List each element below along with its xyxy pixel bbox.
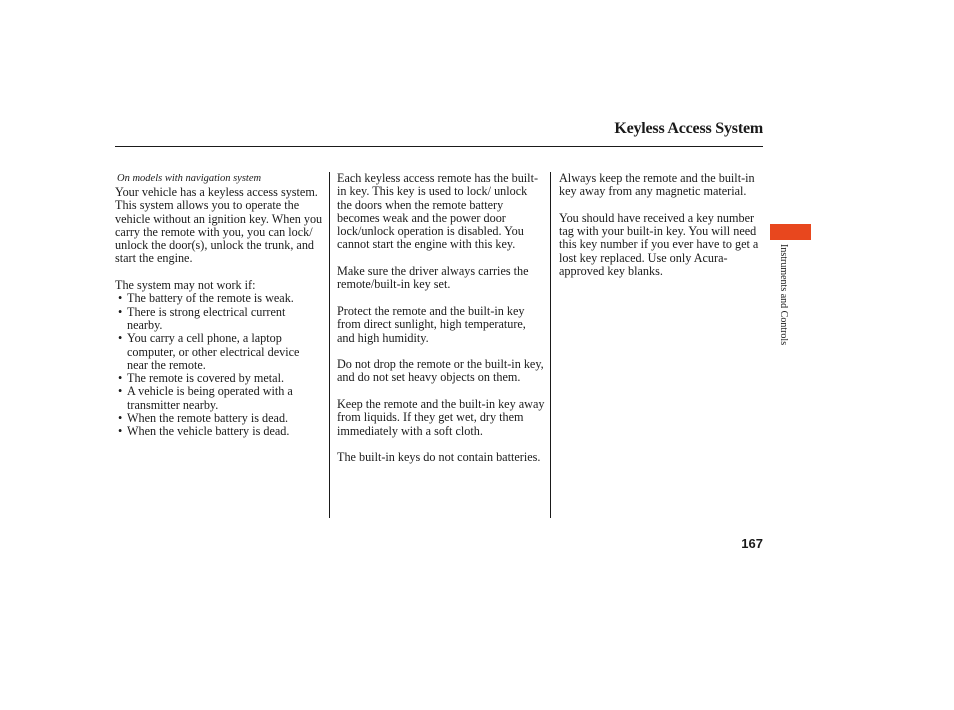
paragraph: Do not drop the remote or the built-in key, and do not set heavy objects on them.: [337, 357, 544, 385]
section-tab: [770, 224, 811, 240]
list-item: • A vehicle is being operated with a transmitter nearby.: [115, 385, 323, 412]
paragraph: Protect the remote and the built-in key from direct sunlight, high temperature, and high humidity.: [337, 303, 526, 345]
title-rule: [115, 146, 763, 147]
column-divider: [329, 172, 330, 518]
intro-paragraph: Your vehicle has a keyless access system. This system allows you to operate the vehicle without an ignition key. When you carry the remote with you, you can lock/ unlock the door(s), unlock the trunk, and start the engine.: [115, 185, 323, 266]
section-title: Keyless Access System: [614, 120, 763, 137]
column-1: [115, 172, 323, 439]
column-2: [337, 172, 545, 478]
paragraph: The built-in keys do not contain batteries.: [337, 450, 541, 465]
list-item: • There is strong electrical current nearby.: [115, 306, 323, 333]
section-side-label: Instruments and Controls: [778, 244, 789, 346]
list-item: • When the vehicle battery is dead.: [115, 425, 323, 438]
list-item: • The remote is covered by metal.: [115, 372, 323, 385]
list-item: • You carry a cell phone, a laptop computer, or other electrical device near the remote.: [115, 332, 323, 372]
paragraph: Make sure the driver always carries the remote/built-in key set.: [337, 264, 529, 292]
paragraph: You should have received a key number tag with your built-in key. You will need this key number if you ever have to get a lost key replaced. Use only Acura-approved key blanks.: [559, 210, 759, 279]
list-item: • When the remote battery is dead.: [115, 412, 323, 425]
model-note: On models with navigation system: [117, 173, 262, 184]
paragraph: Always keep the remote and the built-in key away from any magnetic material.: [559, 171, 755, 199]
may-not-work-heading: The system may not work if:: [115, 278, 256, 293]
page-number: 167: [741, 536, 763, 551]
paragraph: Each keyless access remote has the built-in key. This key is used to lock/ unlock the doors when the remote battery becomes weak and the power door lock/unlock operation is disabled. You cannot start the engine with this key.: [337, 171, 539, 252]
paragraph: Keep the remote and the built-in key away from liquids. If they get wet, dry them immediately with a soft cloth.: [337, 397, 545, 438]
column-divider: [550, 172, 551, 518]
list-item: • The battery of the remote is weak.: [115, 292, 323, 305]
column-3: [559, 172, 767, 292]
conditions-list: [115, 292, 323, 438]
